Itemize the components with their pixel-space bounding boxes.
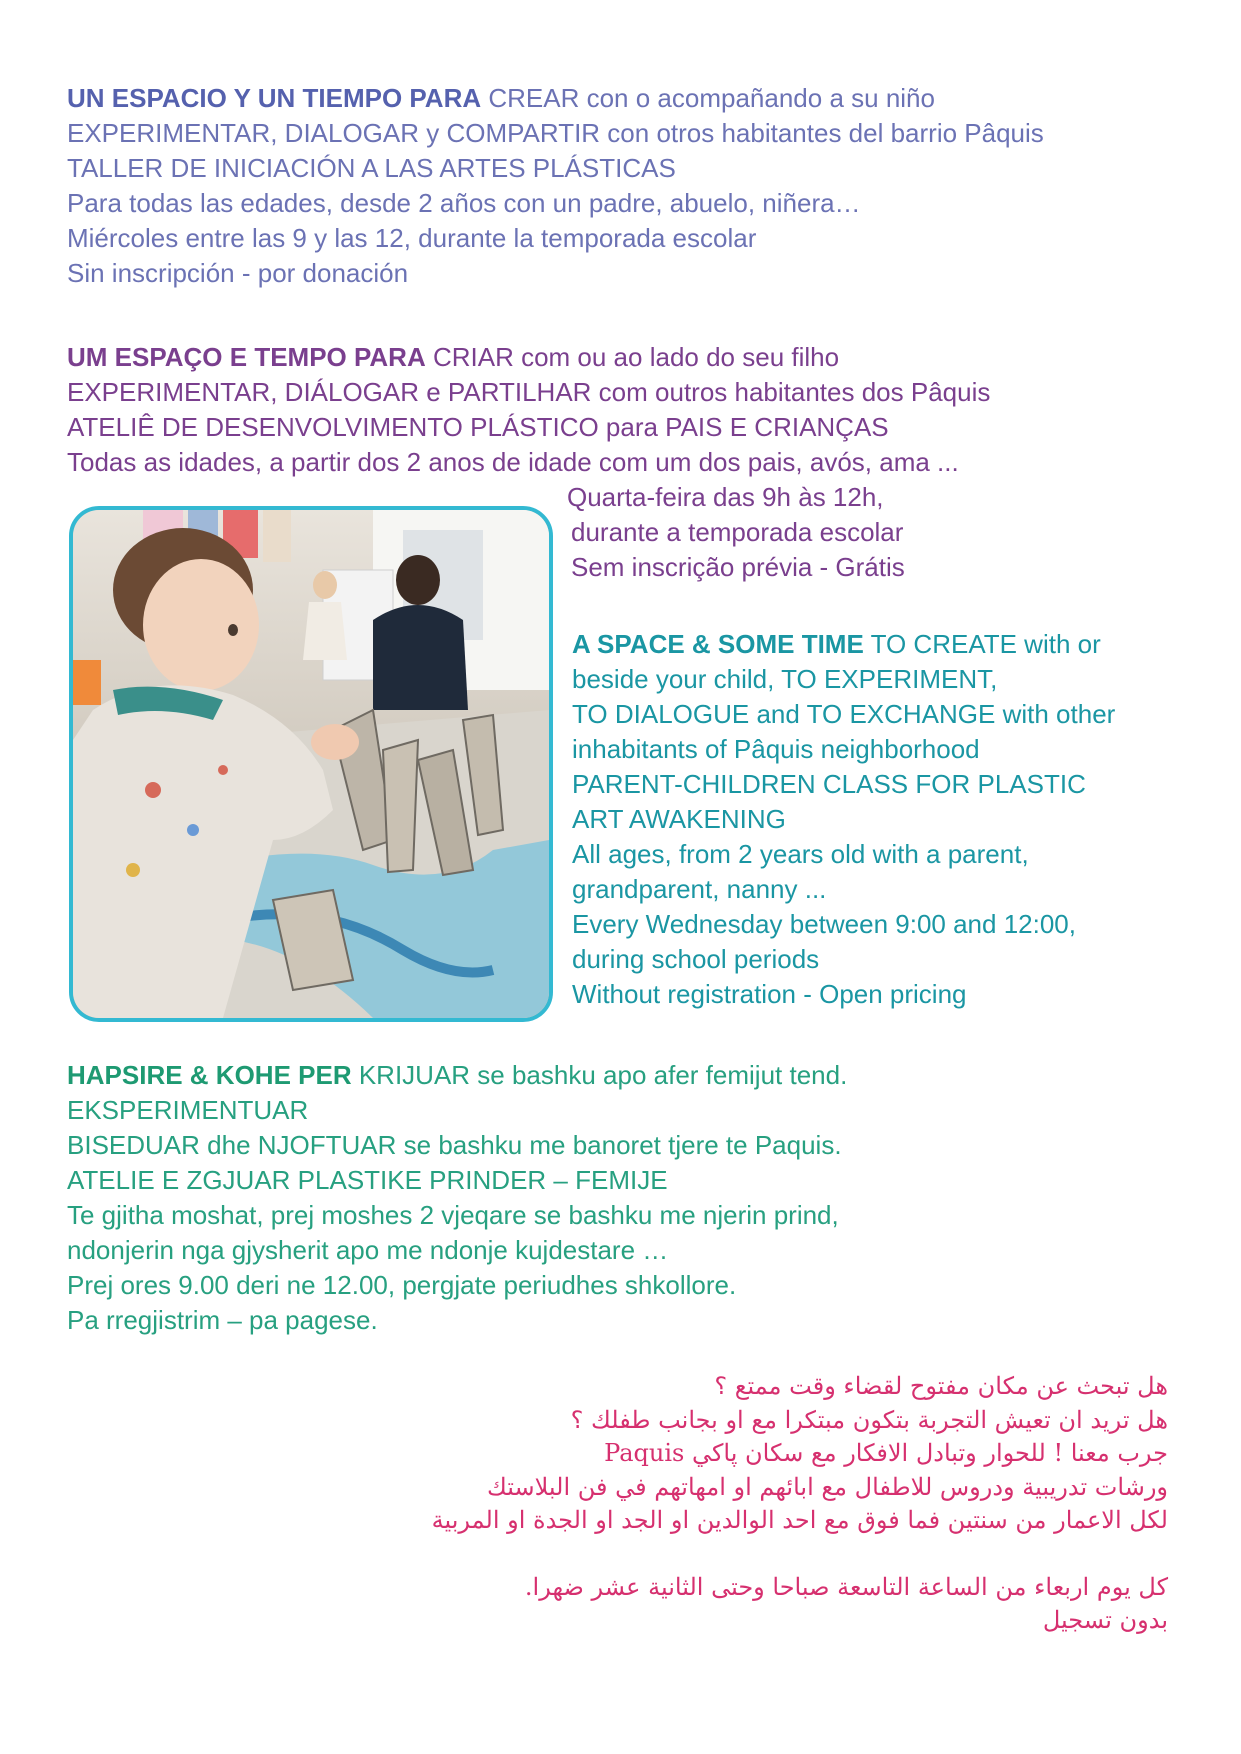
arabic-spacer: [432, 1538, 1168, 1571]
portuguese-line-7: Sem inscrição prévia - Grátis: [571, 552, 905, 582]
albanian-line-1: HAPSIRE & KOHE PER KRIJUAR se bashku apo afer femijut tend.: [67, 1060, 848, 1090]
arabic-line-1: هل تبحث عن مكان مفتوح لقضاء وقت ممتع ؟: [714, 1372, 1168, 1400]
spanish-heading: UN ESPACIO Y UN TIEMPO PARA: [67, 83, 482, 113]
spanish-line-3: TALLER DE INICIACIÓN A LAS ARTES PLÁSTICAS: [67, 153, 676, 183]
portuguese-schedule: [567, 480, 905, 585]
english-line-1: A SPACE & SOME TIME TO CREATE with or: [572, 629, 1101, 659]
portuguese-line-3: ATELIÊ DE DESENVOLVIMENTO PLÁSTICO para PAIS E CRIANÇAS: [67, 412, 889, 442]
portuguese-line-2: EXPERIMENTAR, DIÁLOGAR e PARTILHAR com outros habitantes dos Pâquis: [67, 377, 991, 407]
portuguese-line-5: Quarta-feira das 9h às 12h,: [567, 482, 884, 512]
albanian-section: [67, 1058, 847, 1338]
albanian-line-2: EKSPERIMENTUAR: [67, 1095, 309, 1125]
albanian-line-4: ATELIE E ZGJUAR PLASTIKE PRINDER – FEMIJE: [67, 1165, 668, 1195]
portuguese-line-6: durante a temporada escolar: [571, 517, 904, 547]
english-line-3: TO DIALOGUE and TO EXCHANGE with other: [572, 699, 1116, 729]
albanian-heading: HAPSIRE & KOHE PER: [67, 1060, 352, 1090]
english-line-8: grandparent, nanny ...: [572, 874, 827, 904]
spanish-line-6: Sin inscripción - por donación: [67, 258, 409, 288]
spanish-line-1: UN ESPACIO Y UN TIEMPO PARA CREAR con o acompañando a su niño: [67, 83, 935, 113]
spanish-section: [67, 81, 1044, 291]
arabic-line-4: ورشات تدريبية ودروس للاطفال مع ابائهم او امهاتهم في فن البلاستك: [487, 1472, 1168, 1501]
english-line-7: All ages, from 2 years old with a parent,: [572, 839, 1029, 869]
spanish-line-5: Miércoles entre las 9 y las 12, durante la temporada escolar: [67, 223, 757, 253]
english-line-9: Every Wednesday between 9:00 and 12:00,: [572, 909, 1076, 939]
portuguese-line-1: UM ESPAÇO E TEMPO PARA CRIAR com ou ao lado do seu filho: [67, 342, 840, 372]
english-line-11: Without registration - Open pricing: [572, 979, 967, 1009]
english-heading: A SPACE & SOME TIME: [572, 629, 864, 659]
portuguese-section: [67, 340, 990, 480]
arabic-section: [432, 1370, 1168, 1638]
arabic-line-2: هل تريد ان تعيش التجربة بتكون مبتكرا مع او بجانب طفلك ؟: [570, 1405, 1168, 1434]
english-section: [572, 627, 1115, 1012]
portuguese-line-4: Todas as idades, a partir dos 2 anos de idade com um dos pais, avós, ama ...: [67, 447, 959, 477]
child-painting-photo: [69, 506, 553, 1022]
english-line-10: during school periods: [572, 944, 820, 974]
english-line-6: ART AWAKENING: [572, 804, 786, 834]
albanian-line-7: Prej ores 9.00 deri ne 12.00, pergjate periudhes shkollore.: [67, 1270, 737, 1300]
albanian-line-5: Te gjitha moshat, prej moshes 2 vjeqare se bashku me njerin prind,: [67, 1200, 839, 1230]
english-line-5: PARENT-CHILDREN CLASS FOR PLASTIC: [572, 769, 1086, 799]
arabic-line-3: جرب معنا ! للحوار وتبادل الافكار مع سكان پاكي Paquis: [604, 1439, 1168, 1467]
arabic-line-6: كل يوم اربعاء من الساعة التاسعة صباحا وحتى الثانية عشر ضهرا.: [524, 1572, 1168, 1601]
albanian-line-8: Pa rregjistrim – pa pagese.: [67, 1305, 378, 1335]
english-line-4: inhabitants of Pâquis neighborhood: [572, 734, 980, 764]
arabic-line-7: بدون تسجيل: [1042, 1606, 1168, 1634]
spanish-line-2: EXPERIMENTAR, DIALOGAR y COMPARTIR con otros habitantes del barrio Pâquis: [67, 118, 1044, 148]
arabic-line-5: لكل الاعمار من سنتين فما فوق مع احد الوالدين او الجد او الجدة او المربية: [431, 1506, 1168, 1534]
portuguese-heading: UM ESPAÇO E TEMPO PARA: [67, 342, 426, 372]
english-line-2: beside your child, TO EXPERIMENT,: [572, 664, 998, 694]
spanish-line-4: Para todas las edades, desde 2 años con un padre, abuelo, niñera…: [67, 188, 861, 218]
albanian-line-3: BISEDUAR dhe NJOFTUAR se bashku me banoret tjere te Paquis.: [67, 1130, 842, 1160]
albanian-line-6: ndonjerin nga gjysherit apo me ndonje kujdestare …: [67, 1235, 669, 1265]
